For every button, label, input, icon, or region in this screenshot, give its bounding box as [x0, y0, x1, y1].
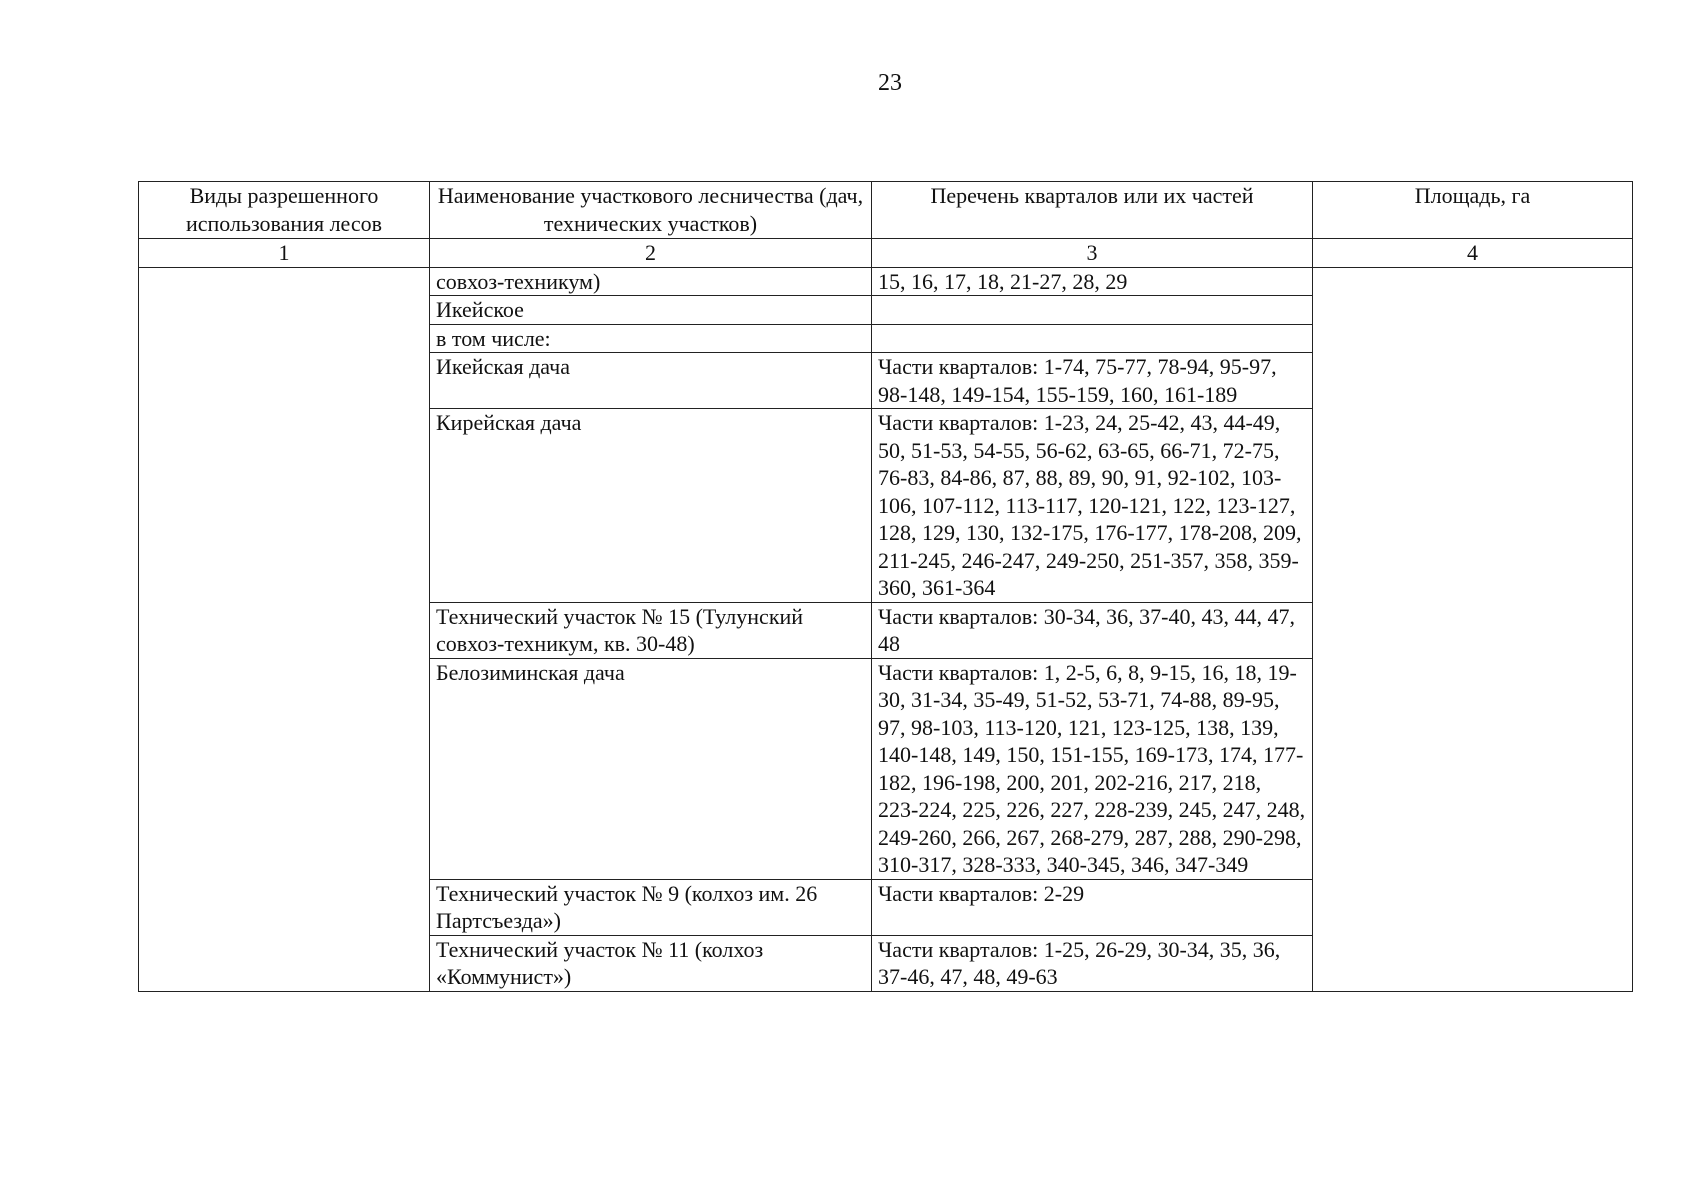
column-number: 3 — [872, 239, 1313, 268]
forestry-name-cell: Икейская дача — [430, 353, 872, 409]
column-number: 2 — [430, 239, 872, 268]
area-cell — [1313, 267, 1633, 991]
quarters-cell — [872, 324, 1313, 353]
column-number: 4 — [1313, 239, 1633, 268]
quarters-cell: Части кварталов: 1, 2-5, 6, 8, 9-15, 16, 18, 19-30, 31-34, 35-49, 51-52, 53-71, 74-88, 89-95, 97, 98-103, 113-120, 121, 123-125, 138, 139, 140-148, 149, 150, 151-155, 169-173, 174, 177-182, 196-198, 200, 201, 202-216, 217, 218, 223-224, 225, 226, 227, 228-239, 245, 247, 248, 249-260, 266, 267, 268-279, 287, 288, 290-298, 310-317, 328-333, 340-345, 346, 347-349 — [872, 658, 1313, 879]
header-area: Площадь, га — [1313, 182, 1633, 239]
header-usage-types: Виды разрешенного использования лесов — [139, 182, 430, 239]
forestry-name-cell: совхоз-техникум) — [430, 267, 872, 296]
forest-quarters-table — [138, 181, 1633, 992]
forestry-name-cell: в том числе: — [430, 324, 872, 353]
column-number: 1 — [139, 239, 430, 268]
table-row — [139, 267, 1633, 296]
forestry-name-cell: Икейское — [430, 296, 872, 325]
quarters-cell — [872, 296, 1313, 325]
quarters-cell: Части кварталов: 1-74, 75-77, 78-94, 95-97, 98-148, 149-154, 155-159, 160, 161-189 — [872, 353, 1313, 409]
header-forestry-name: Наименование участкового лесничества (дач, технических участков) — [430, 182, 872, 239]
column-number-row — [139, 239, 1633, 268]
header-quarters-list: Перечень кварталов или их частей — [872, 182, 1313, 239]
quarters-cell: Части кварталов: 30-34, 36, 37-40, 43, 44, 47, 48 — [872, 602, 1313, 658]
quarters-cell: Части кварталов: 1-23, 24, 25-42, 43, 44-49, 50, 51-53, 54-55, 56-62, 63-65, 66-71, 72-75, 76-83, 84-86, 87, 88, 89, 90, 91, 92-102, 103-106, 107-112, 113-117, 120-121, 122, 123-127, 128, 129, 130, 132-175, 176-177, 178-208, 209, 211-245, 246-247, 249-250, 251-357, 358, 359-360, 361-364 — [872, 409, 1313, 603]
forestry-name-cell: Технический участок № 11 (колхоз «Коммунист») — [430, 935, 872, 991]
forestry-name-cell: Кирейская дача — [430, 409, 872, 603]
forestry-name-cell: Технический участок № 15 (Тулунский совхоз-техникум, кв. 30-48) — [430, 602, 872, 658]
quarters-cell: Части кварталов: 1-25, 26-29, 30-34, 35, 36, 37-46, 47, 48, 49-63 — [872, 935, 1313, 991]
usage-type-cell — [139, 267, 430, 991]
quarters-cell: 15, 16, 17, 18, 21-27, 28, 29 — [872, 267, 1313, 296]
forestry-name-cell: Белозиминская дача — [430, 658, 872, 879]
quarters-cell: Части кварталов: 2-29 — [872, 879, 1313, 935]
forestry-name-cell: Технический участок № 9 (колхоз им. 26 Партсъезда») — [430, 879, 872, 935]
page-number: 23 — [878, 70, 902, 96]
table-header-row — [139, 182, 1633, 239]
